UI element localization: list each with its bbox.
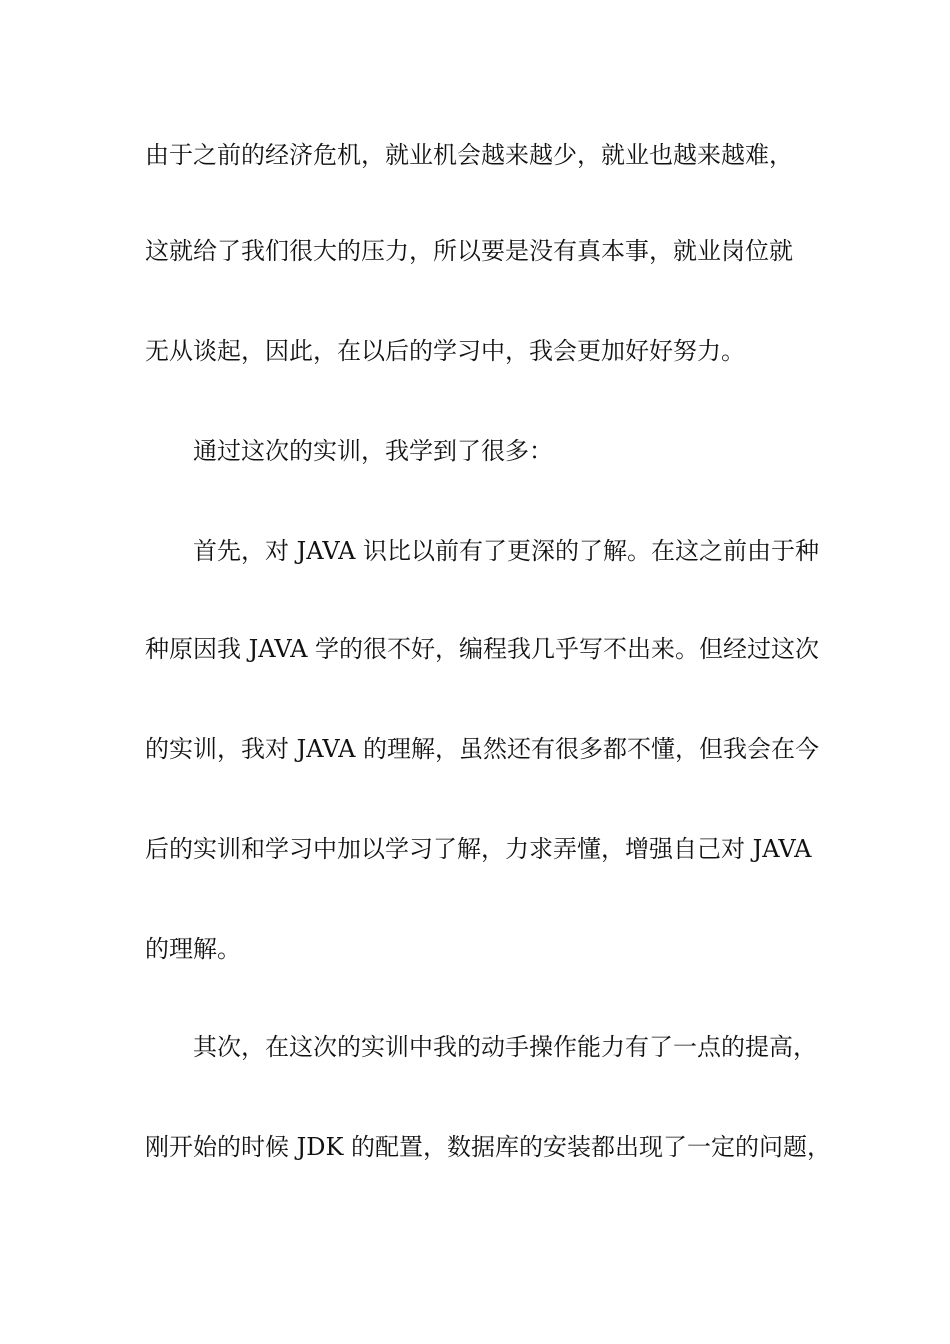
paragraph-start-line: 其次，在这次的实训中我的动手操作能力有了一点的提高， — [193, 1033, 817, 1061]
text-line: 无从谈起，因此，在以后的学习中，我会更加好好努力。 — [145, 337, 745, 365]
text-line: 种原因我 JAVA 学的很不好，编程我几乎写不出来。但经过这次 — [145, 635, 820, 663]
text-line: 的实训，我对 JAVA 的理解，虽然还有很多都不懂，但我会在今 — [145, 735, 820, 763]
text-line: 后的实训和学习中加以学习了解，力求弄懂，增强自己对 JAVA — [145, 835, 812, 863]
paragraph-start-line: 通过这次的实训，我学到了很多： — [193, 437, 553, 465]
text-line: 刚开始的时候 JDK 的配置，数据库的安装都出现了一定的问题， — [145, 1133, 832, 1161]
text-line: 由于之前的经济危机，就业机会越来越少，就业也越来越难， — [145, 141, 793, 169]
text-line: 的理解。 — [145, 935, 241, 963]
paragraph-start-line: 首先，对 JAVA 识比以前有了更深的了解。在这之前由于种 — [193, 537, 820, 565]
text-line: 这就给了我们很大的压力，所以要是没有真本事，就业岗位就 — [145, 237, 793, 265]
